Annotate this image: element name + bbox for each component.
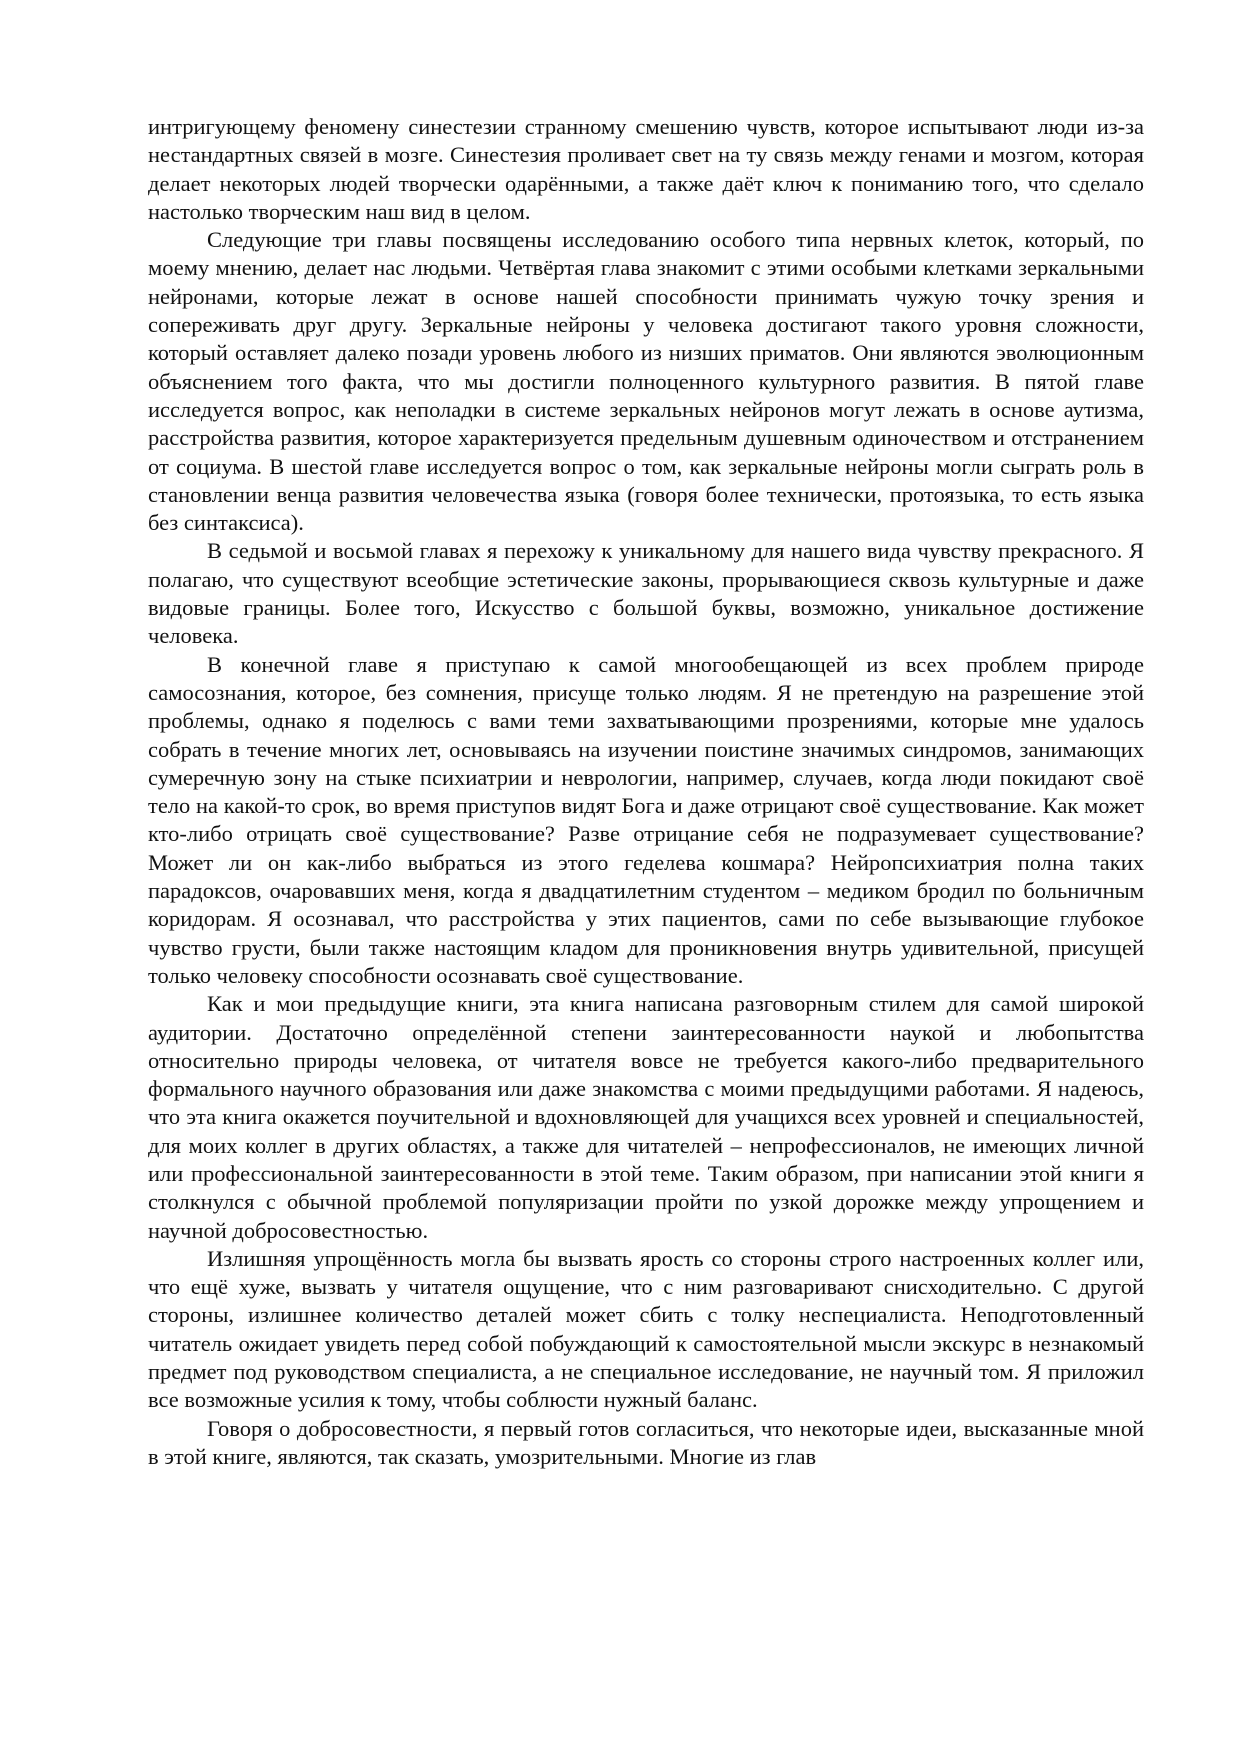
paragraph-3: В седьмой и восьмой главах я перехожу к уникальному для нашего вида чувству прекрасного. Я полагаю, что существуют всеобщие эстетические законы, прорывающиеся сквозь культурные и даже видовые границы. Более того, Искусство с большой буквы, возможно, уникальное достижение человека. [148,538,1144,649]
paragraph-2: Следующие три главы посвящены исследованию особого типа нервных клеток, который, по моему мнению, делает нас людьми. Четвёртая глава знакомит с этими особыми клетками зеркальными нейронами, которые лежат в основе нашей способности принимать чужую точку зрения и сопереживать друг другу. Зеркальные нейроны у человека достигают такого уровня сложности, который оставляет далеко позади уровень любого из низших приматов. Они являются эволюционным объяснением того факта, что мы достигли полноценного культурного развития. В пятой главе исследуется вопрос, как неполадки в системе зеркальных нейронов могут лежать в основе аутизма, расстройства развития, которое характеризуется предельным душевным одиночеством и отстранением от социума. В шестой главе исследуется вопрос о том, как зеркальные нейроны могли сыграть роль в становлении венца развития человечества языка (говоря более технически, протоязыка, то есть языка без синтаксиса). [148,227,1144,536]
paragraph-7: Говоря о добросовестности, я первый готов согласиться, что некоторые идеи, высказанные мной в этой книге, являются, так сказать, умозрительными. Многие из глав [148,1415,1144,1469]
paragraph-4: В конечной главе я приступаю к самой многообещающей из всех проблем природе самосознания, которое, без сомнения, присуще только людям. Я не претендую на разрешение этой проблемы, однако я поделюсь с вами теми захватывающими прозрениями, которые мне удалось собрать в течение многих лет, основываясь на изучении поистине значимых синдромов, занимающих сумеречную зону на стыке психиатрии и неврологии, например, случаев, когда люди покидают своё тело на какой-то срок, во время приступов видят Бога и даже отрицают своё существование. Как может кто-либо отрицать своё существование? Разве отрицание себя не подразумевает существование? Может ли он как-либо выбраться из этого геделева кошмара? Нейропсихиатрия полна таких парадоксов, очаровавших меня, когда я двадцатилетним студентом – медиком бродил по больничным коридорам. Я осознавал, что расстройства у этих пациентов, сами по себе вызывающие глубокое чувство грусти, были также настоящим кладом для проникновения внутрь удивительной, присущей только человеку способности осознавать своё существование. [148,651,1144,988]
paragraph-1: интригующему феномену синестезии странному смешению чувств, которое испытывают люди из-за нестандартных связей в мозге. Синестезия проливает свет на ту связь между генами и мозгом, которая делает некоторых людей творчески одарёнными, а также даёт ключ к пониманию того, что сделало настолько творческим наш вид в целом. [148,114,1144,224]
page-body [148,113,1144,1471]
paragraph-5: Как и мои предыдущие книги, эта книга написана разговорным стилем для самой широкой аудитории. Достаточно определённой степени заинтересованности наукой и любопытства относительно природы человека, от читателя вовсе не требуется какого-либо предварительного формального научного образования или даже знакомства с моими предыдущими работами. Я надеюсь, что эта книга окажется поучительной и вдохновляющей для учащихся всех уровней и специальностей, для моих коллег в других областях, а также для читателей – непрофессионалов, не имеющих личной или профессиональной заинтересованности в этой теме. Таким образом, при написании этой книги я столкнулся с обычной проблемой популяризации пройти по узкой дорожке между упрощением и научной добросовестностью. [148,991,1144,1243]
paragraph-6: Излишняя упрощённость могла бы вызвать ярость со стороны строго настроенных коллег или, что ещё хуже, вызвать у читателя ощущение, что с ним разговаривают снисходительно. С другой стороны, излишнее количество деталей может сбить с толку неспециалиста. Неподготовленный читатель ожидает увидеть перед собой побуждающий к самостоятельной мысли экскурс в незнакомый предмет под руководством специалиста, а не специальное исследование, не научный том. Я приложил все возможные усилия к тому, чтобы соблюсти нужный баланс. [148,1245,1144,1413]
